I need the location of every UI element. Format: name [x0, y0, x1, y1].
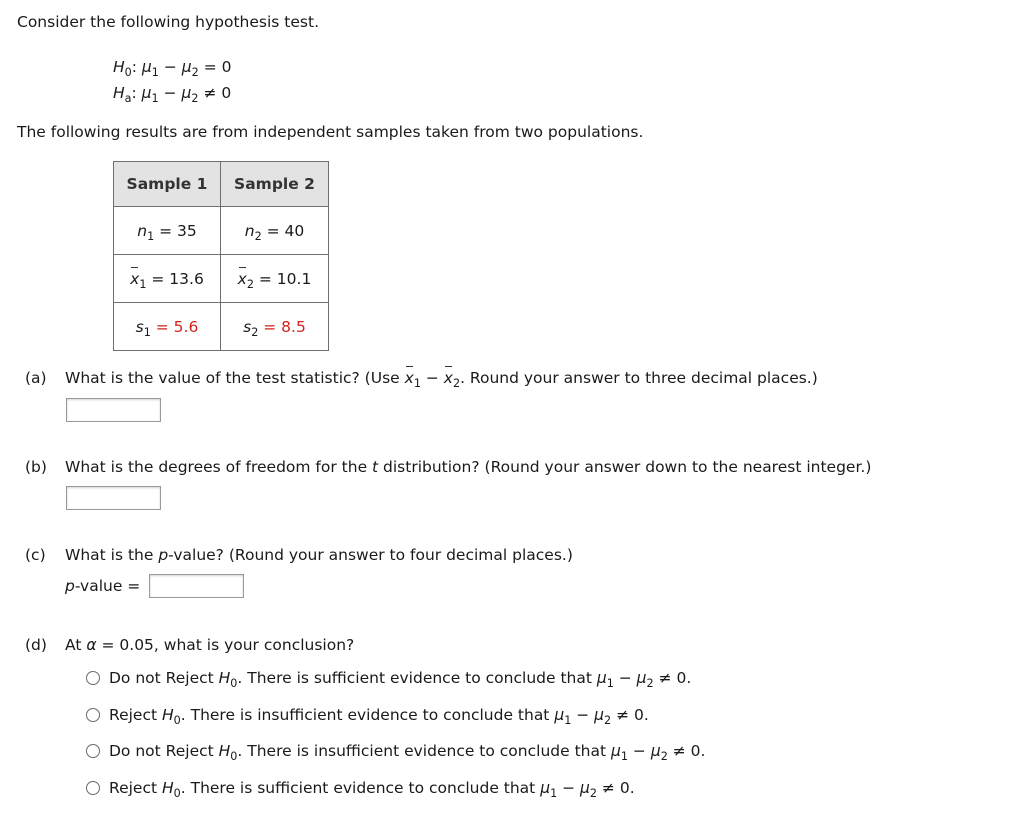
part-b-letter: (b) [25, 458, 47, 476]
part-c-letter: (c) [25, 546, 46, 564]
test-statistic-input[interactable] [66, 398, 161, 422]
header-sample-2: Sample 2 [221, 162, 329, 207]
option-4-label[interactable]: Reject $H_0$. There is sufficient evidence to conclude that $\mu_1 - \mu_2 \ne 0$. [109, 779, 635, 800]
option-3-label[interactable]: Do not Reject $H_0$. There is insufficient evidence to conclude that $\mu_1 - \mu_2 \ne 0$. [109, 742, 706, 763]
option-2-label[interactable]: Reject $H_0$. There is insufficient evidence to conclude that $\mu_1 - \mu_2 \ne 0$. [109, 706, 649, 727]
s1-cell: $s_1 = 5.6$ [114, 303, 221, 351]
n1-cell: $n_1 = 35$ [114, 207, 221, 255]
option-4-radio[interactable] [86, 781, 100, 795]
part-d-question: At α = 0.05, what is your conclusion? [65, 636, 355, 654]
x2-cell: $x_2 = 10.1$ [221, 255, 329, 303]
null-hypothesis: $H_0$: $\mu_1 - \mu_2 = 0$ [113, 58, 232, 79]
table-row [114, 207, 329, 255]
alternative-hypothesis: $H_a$: $\mu_1 - \mu_2 \ne 0$ [113, 84, 232, 105]
x1-cell: $x_1 = 13.6$ [114, 255, 221, 303]
part-d-letter: (d) [25, 636, 47, 654]
option-3-radio[interactable] [86, 744, 100, 758]
option-2-radio[interactable] [86, 708, 100, 722]
table-row [114, 255, 329, 303]
n2-cell: $n_2 = 40$ [221, 207, 329, 255]
s2-cell: $s_2 = 8.5$ [221, 303, 329, 351]
option-1-radio[interactable] [86, 671, 100, 685]
table-row [114, 303, 329, 351]
sample-table [113, 161, 329, 351]
header-sample-1: Sample 1 [114, 162, 221, 207]
part-a-letter: (a) [25, 369, 47, 387]
degrees-of-freedom-input[interactable] [66, 486, 161, 510]
p-value-label: p-value = [65, 577, 141, 595]
option-1-label[interactable]: Do not Reject $H_0$. There is sufficient evidence to conclude that $\mu_1 - \mu_2 \ne 0$. [109, 669, 692, 690]
table-header-row [114, 162, 329, 207]
intro-text: Consider the following hypothesis test. [17, 13, 319, 31]
part-c-question: What is the p-value? (Round your answer to four decimal places.) [65, 546, 573, 564]
p-value-input[interactable] [149, 574, 244, 598]
part-b-question: What is the degrees of freedom for the t distribution? (Round your answer down to the nearest integer.) [65, 458, 872, 476]
part-a-question: What is the value of the test statistic? (Use $x_1 - x_2$. Round your answer to three decimal places.) [65, 369, 818, 390]
results-text: The following results are from independent samples taken from two populations. [17, 123, 644, 141]
